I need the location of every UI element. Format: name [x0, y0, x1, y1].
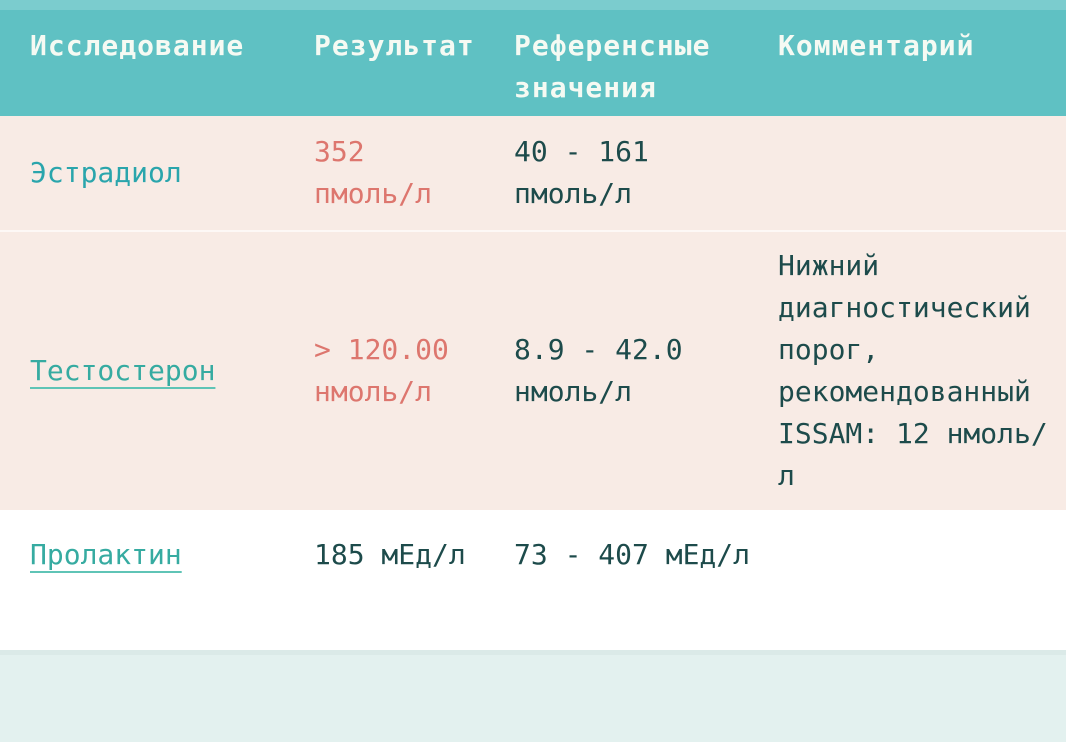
footer-strip — [0, 650, 1066, 742]
table-row-estradiol — [0, 116, 1066, 232]
table-row-prolactin — [0, 510, 1066, 600]
comment-testosterone: Нижний диагностический порог, рекомендованный ISSAM: 12 нмоль/л — [778, 249, 1048, 492]
header-top-strip — [0, 0, 1066, 10]
study-cell — [0, 534, 314, 576]
column-header-study: Исследование — [30, 29, 245, 62]
table-row-testosterone — [0, 232, 1066, 510]
study-link-testosterone[interactable]: Тестостерон — [30, 354, 216, 387]
reference-range-testosterone: 8.9 - 42.0 нмоль/л — [514, 333, 683, 408]
study-cell — [0, 152, 314, 194]
result-value-estradiol: 352 пмоль/л — [314, 135, 433, 210]
content-gap — [0, 600, 1066, 650]
reference-range-prolactin: 73 - 407 мЕд/л — [514, 538, 751, 571]
table-header-row — [0, 10, 1066, 116]
study-cell — [0, 350, 314, 392]
reference-range-estradiol: 40 - 161 пмоль/л — [514, 135, 649, 210]
column-header-comment: Комментарий — [778, 29, 975, 62]
study-name-estradiol: Эстрадиол — [30, 156, 182, 189]
study-link-prolactin[interactable]: Пролактин — [30, 538, 182, 571]
column-header-reference: Референсные значения — [514, 29, 711, 104]
result-value-prolactin: 185 мЕд/л — [314, 538, 466, 571]
result-value-testosterone: > 120.00 нмоль/л — [314, 333, 449, 408]
column-header-result: Результат — [314, 29, 475, 62]
